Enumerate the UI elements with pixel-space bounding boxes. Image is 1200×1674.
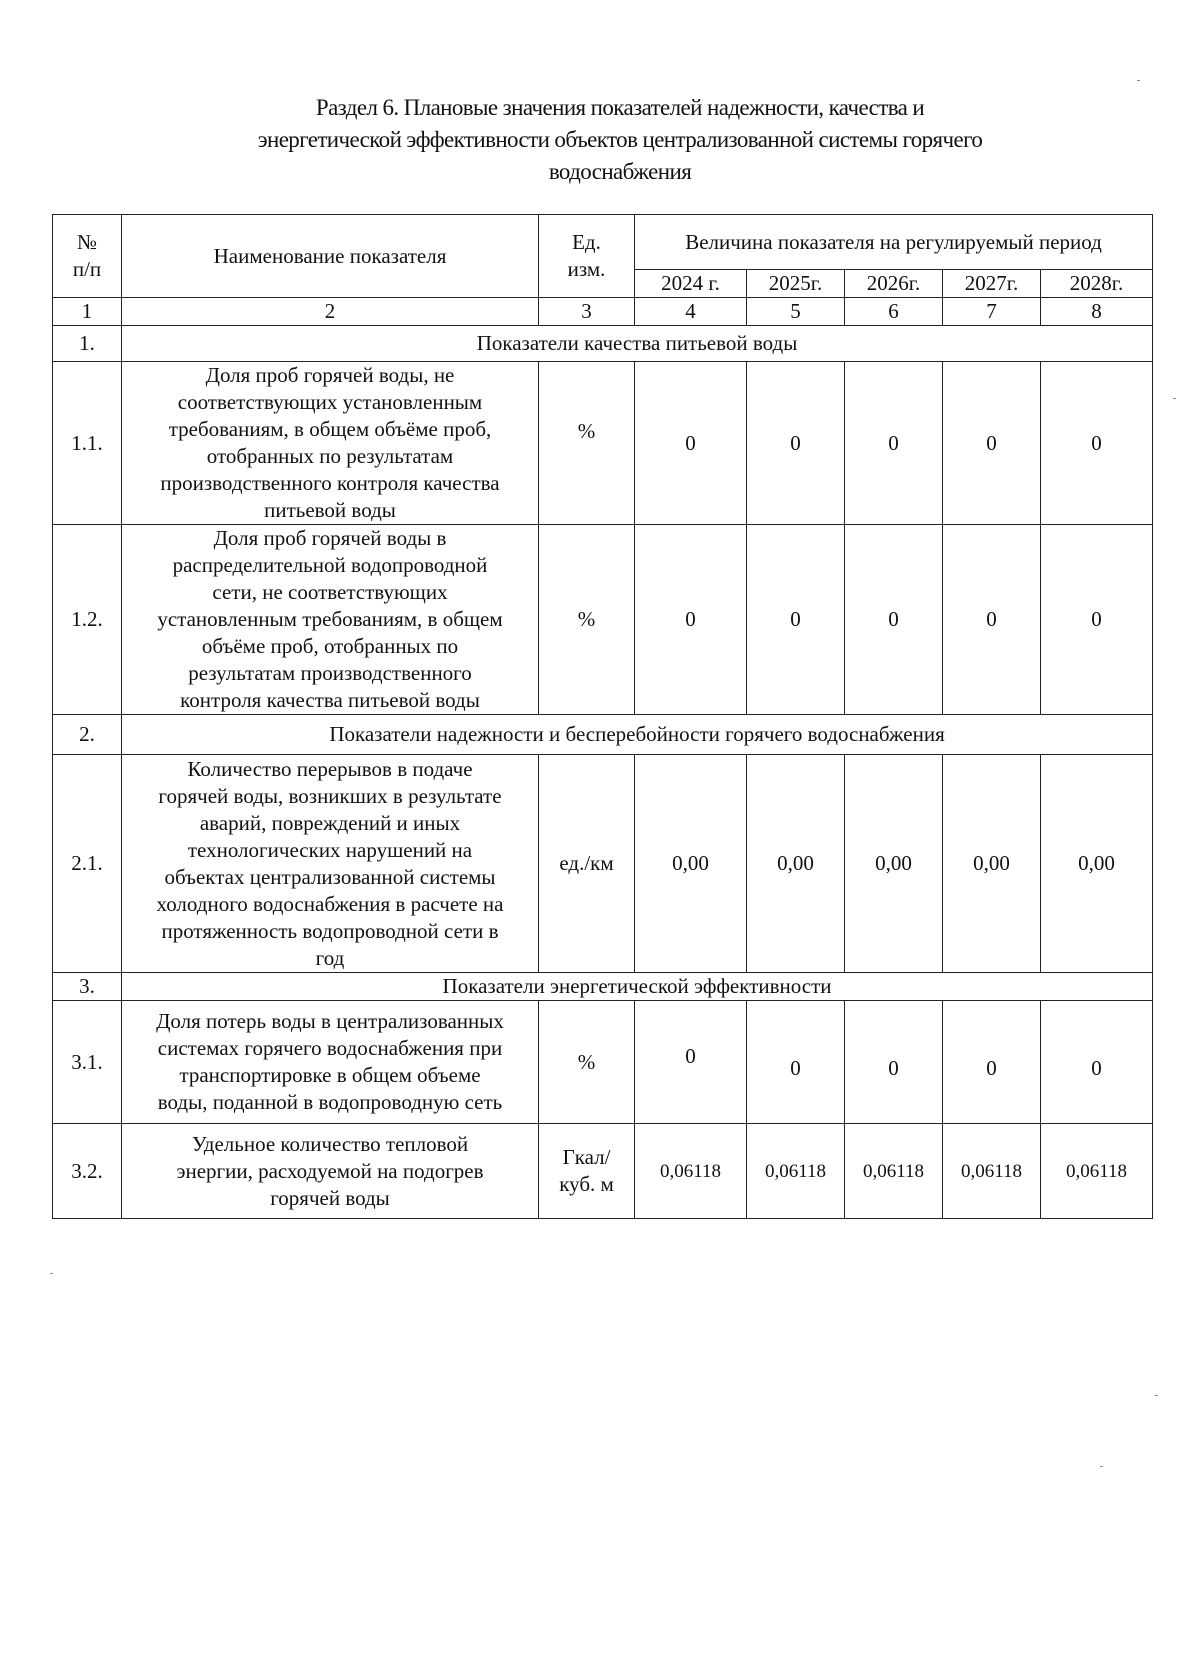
row-value: 0,00 xyxy=(845,755,943,973)
column-number: 4 xyxy=(635,298,747,326)
section-num: 3. xyxy=(53,973,122,1001)
table-row xyxy=(53,1124,1153,1219)
scan-speck xyxy=(1137,80,1140,81)
section-title: Показатели надежности и бесперебойности горячего водоснабжения xyxy=(122,715,1153,755)
row-value: 0 xyxy=(943,362,1041,525)
row-value: 0 xyxy=(845,525,943,715)
row-value: 0 xyxy=(1041,525,1153,715)
header-period: Величина показателя на регулируемый период xyxy=(635,215,1153,270)
row-value: 0,06118 xyxy=(943,1124,1041,1219)
row-value: 0 xyxy=(845,1001,943,1124)
row-value: 0 xyxy=(943,1001,1041,1124)
scan-speck xyxy=(1100,1466,1103,1467)
column-number: 2 xyxy=(122,298,539,326)
row-unit: ед./км xyxy=(539,755,635,973)
row-value: 0 xyxy=(635,525,747,715)
section-row xyxy=(53,715,1153,755)
row-num: 3.1. xyxy=(53,1001,122,1124)
row-value: 0 xyxy=(1041,1001,1153,1124)
column-number: 7 xyxy=(943,298,1041,326)
row-name: Количество перерывов в подаче горячей воды, возникших в результате аварий, повреждений и иных технологических нарушений на объектах централизованной системы холодного водоснабжения в расчете на протяженность водопроводной сети в год xyxy=(122,755,539,973)
row-value: 0,00 xyxy=(635,755,747,973)
row-value: 0,00 xyxy=(943,755,1041,973)
row-num: 1.2. xyxy=(53,525,122,715)
row-value: 0 xyxy=(635,1001,747,1124)
row-value: 0 xyxy=(1041,362,1153,525)
row-num: 3.2. xyxy=(53,1124,122,1219)
section-num: 2. xyxy=(53,715,122,755)
section-title: Показатели качества питьевой воды xyxy=(122,326,1153,362)
section-num: 1. xyxy=(53,326,122,362)
indicators-table xyxy=(52,214,1153,1219)
row-value: 0 xyxy=(747,362,845,525)
table-row xyxy=(53,525,1153,715)
title-line-3: водоснабжения xyxy=(548,159,692,184)
section-title: Показатели энергетической эффективности xyxy=(122,973,1153,1001)
header-year: 2024 г. xyxy=(635,270,747,298)
header-year: 2026г. xyxy=(845,270,943,298)
title-line-1: Раздел 6. Плановые значения показателей надежности, качества и xyxy=(315,95,925,120)
table-row xyxy=(53,755,1153,973)
row-name: Удельное количество тепловой энергии, расходуемой на подогрев горячей воды xyxy=(122,1124,539,1219)
column-number: 1 xyxy=(53,298,122,326)
row-value: 0 xyxy=(943,525,1041,715)
title-line-2: энергетической эффективности объектов централизованной системы горячего xyxy=(257,127,983,152)
row-unit: % xyxy=(539,525,635,715)
column-number: 6 xyxy=(845,298,943,326)
table-row xyxy=(53,1001,1153,1124)
column-numbers-row xyxy=(53,298,1153,326)
row-num: 1.1. xyxy=(53,362,122,525)
section-row xyxy=(53,973,1153,1001)
row-value: 0 xyxy=(635,362,747,525)
row-value: 0,06118 xyxy=(1041,1124,1153,1219)
scan-speck xyxy=(1155,1395,1158,1396)
row-value: 0,00 xyxy=(1041,755,1153,973)
header-year: 2027г. xyxy=(943,270,1041,298)
page-title xyxy=(160,92,1080,188)
row-value: 0,06118 xyxy=(635,1124,747,1219)
column-number: 5 xyxy=(747,298,845,326)
scan-speck xyxy=(50,1273,53,1274)
row-value: 0 xyxy=(845,362,943,525)
row-unit: % xyxy=(539,1001,635,1124)
row-name: Доля проб горячей воды, не соответствующих установленным требованиям, в общем объёме проб, отобранных по результатам производственного контроля качества питьевой воды xyxy=(122,362,539,525)
row-name: Доля потерь воды в централизованных системах горячего водоснабжения при транспортировке в общем объеме воды, поданной в водопроводную сеть xyxy=(122,1001,539,1124)
section-row xyxy=(53,326,1153,362)
header-year: 2028г. xyxy=(1041,270,1153,298)
header-num: № п/п xyxy=(53,215,122,298)
row-value: 0,00 xyxy=(747,755,845,973)
row-unit: Гкал/ куб. м xyxy=(539,1124,635,1219)
column-number: 3 xyxy=(539,298,635,326)
row-value: 0 xyxy=(747,1001,845,1124)
column-number: 8 xyxy=(1041,298,1153,326)
header-year: 2025г. xyxy=(747,270,845,298)
row-name: Доля проб горячей воды в распределительной водопроводной сети, не соответствующих установленным требованиям, в общем объёме проб, отобранных по результатам производственного контроля качества питьевой воды xyxy=(122,525,539,715)
row-value: 0 xyxy=(747,525,845,715)
scan-speck xyxy=(1173,398,1176,399)
table-row xyxy=(53,362,1153,525)
header-name: Наименование показателя xyxy=(122,215,539,298)
header-unit: Ед. изм. xyxy=(539,215,635,298)
row-value: 0,06118 xyxy=(747,1124,845,1219)
row-value: 0,06118 xyxy=(845,1124,943,1219)
row-num: 2.1. xyxy=(53,755,122,973)
row-unit: % xyxy=(539,362,635,525)
